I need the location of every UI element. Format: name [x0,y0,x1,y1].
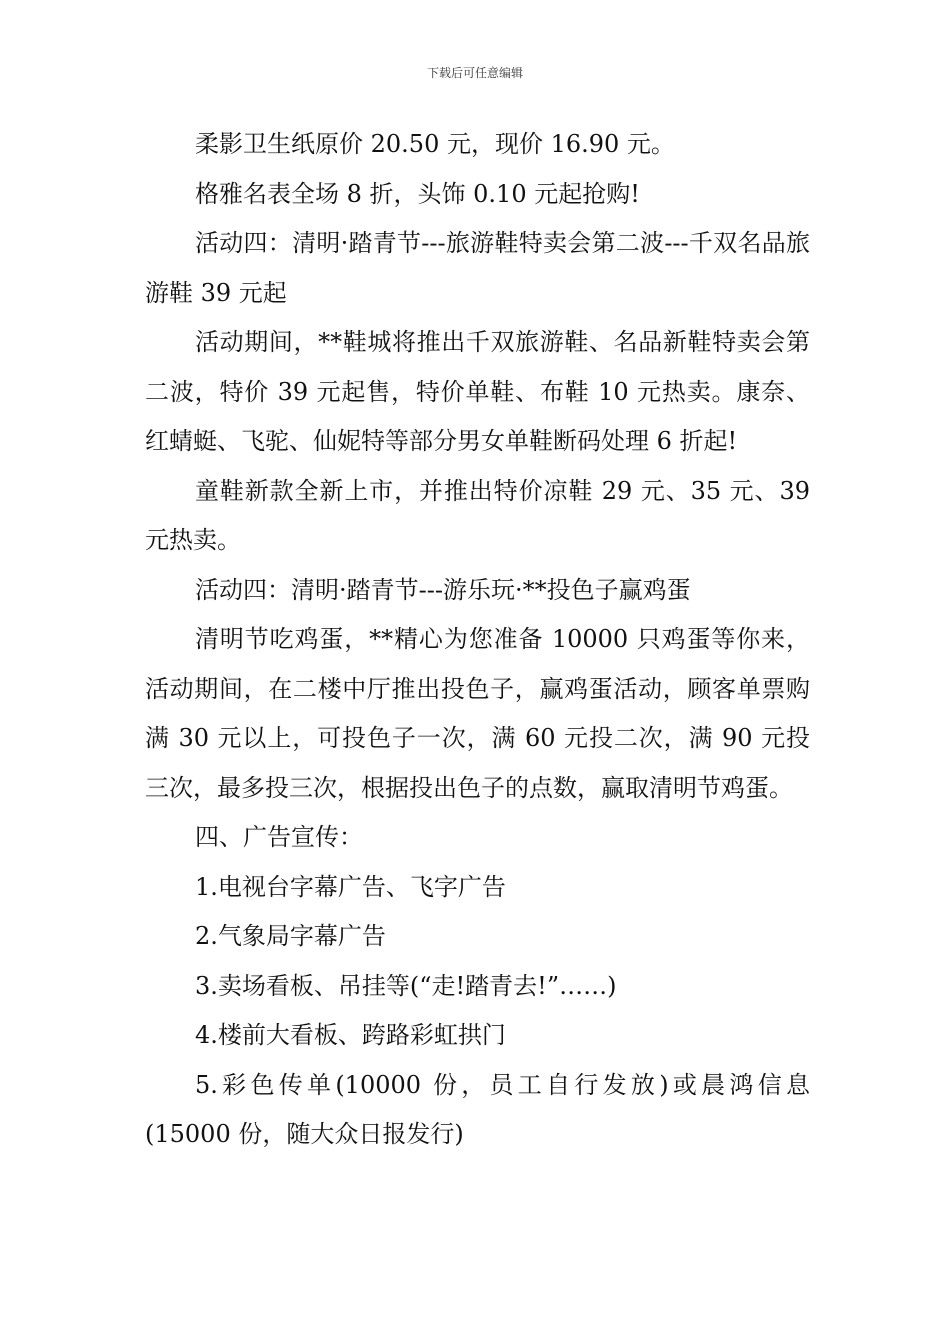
list-item-flyers: 5.彩色传单(10000 份，员工自行发放)或晨鸿信息(15000 份，随大众日报发行) [145,1070,810,1148]
section-heading-advertising: 四、广告宣传： [195,823,363,851]
page-header-note: 下载后可任意编辑 [426,66,523,80]
list-item-store-boards: 3.卖场看板、吊挂等(“走!踏青去!”……) [195,971,617,1000]
paragraph-activity-shoes-title: 活动四：清明·踏青节---旅游鞋特卖会第二波---千双名品旅游鞋 39 元起 [145,229,810,307]
paragraph-shoes-sale: 活动期间，**鞋城将推出千双旅游鞋、名品新鞋特卖会第二波，特价 39 元起售，特价单鞋、布鞋 10 元热卖。康奈、红蜻蜓、飞驼、仙妮特等部分男女单鞋断码处理 6 折起! [145,328,810,455]
paragraph-egg-event: 清明节吃鸡蛋，**精心为您准备 10000 只鸡蛋等你来，活动期间，在二楼中厅推出投色子，赢鸡蛋活动，顾客单票购满 30 元以上，可投色子一次，满 60 元投二次，满 90 元投三次，最多投三次，根据投出色子的点数，赢取清明节鸡蛋。 [145,625,810,802]
paragraph-kids-shoes: 童鞋新款全新上市，并推出特价凉鞋 29 元、35 元、39 元热卖。 [145,476,810,554]
document-body [145,120,810,1160]
paragraph-tissue-price: 柔影卫生纸原价 20.50 元，现价 16.90 元。 [195,130,675,158]
paragraph-watch-discount: 格雅名表全场 8 折，头饰 0.10 元起抢购! [195,179,640,208]
list-item-tv-ads: 1.电视台字幕广告、飞字广告 [195,872,506,901]
list-item-weather-ads: 2.气象局字幕广告 [195,922,386,950]
paragraph-activity-dice-title: 活动四：清明·踏青节---游乐玩·**投色子赢鸡蛋 [195,575,691,604]
list-item-building-boards: 4.楼前大看板、跨路彩虹拱门 [195,1021,506,1049]
